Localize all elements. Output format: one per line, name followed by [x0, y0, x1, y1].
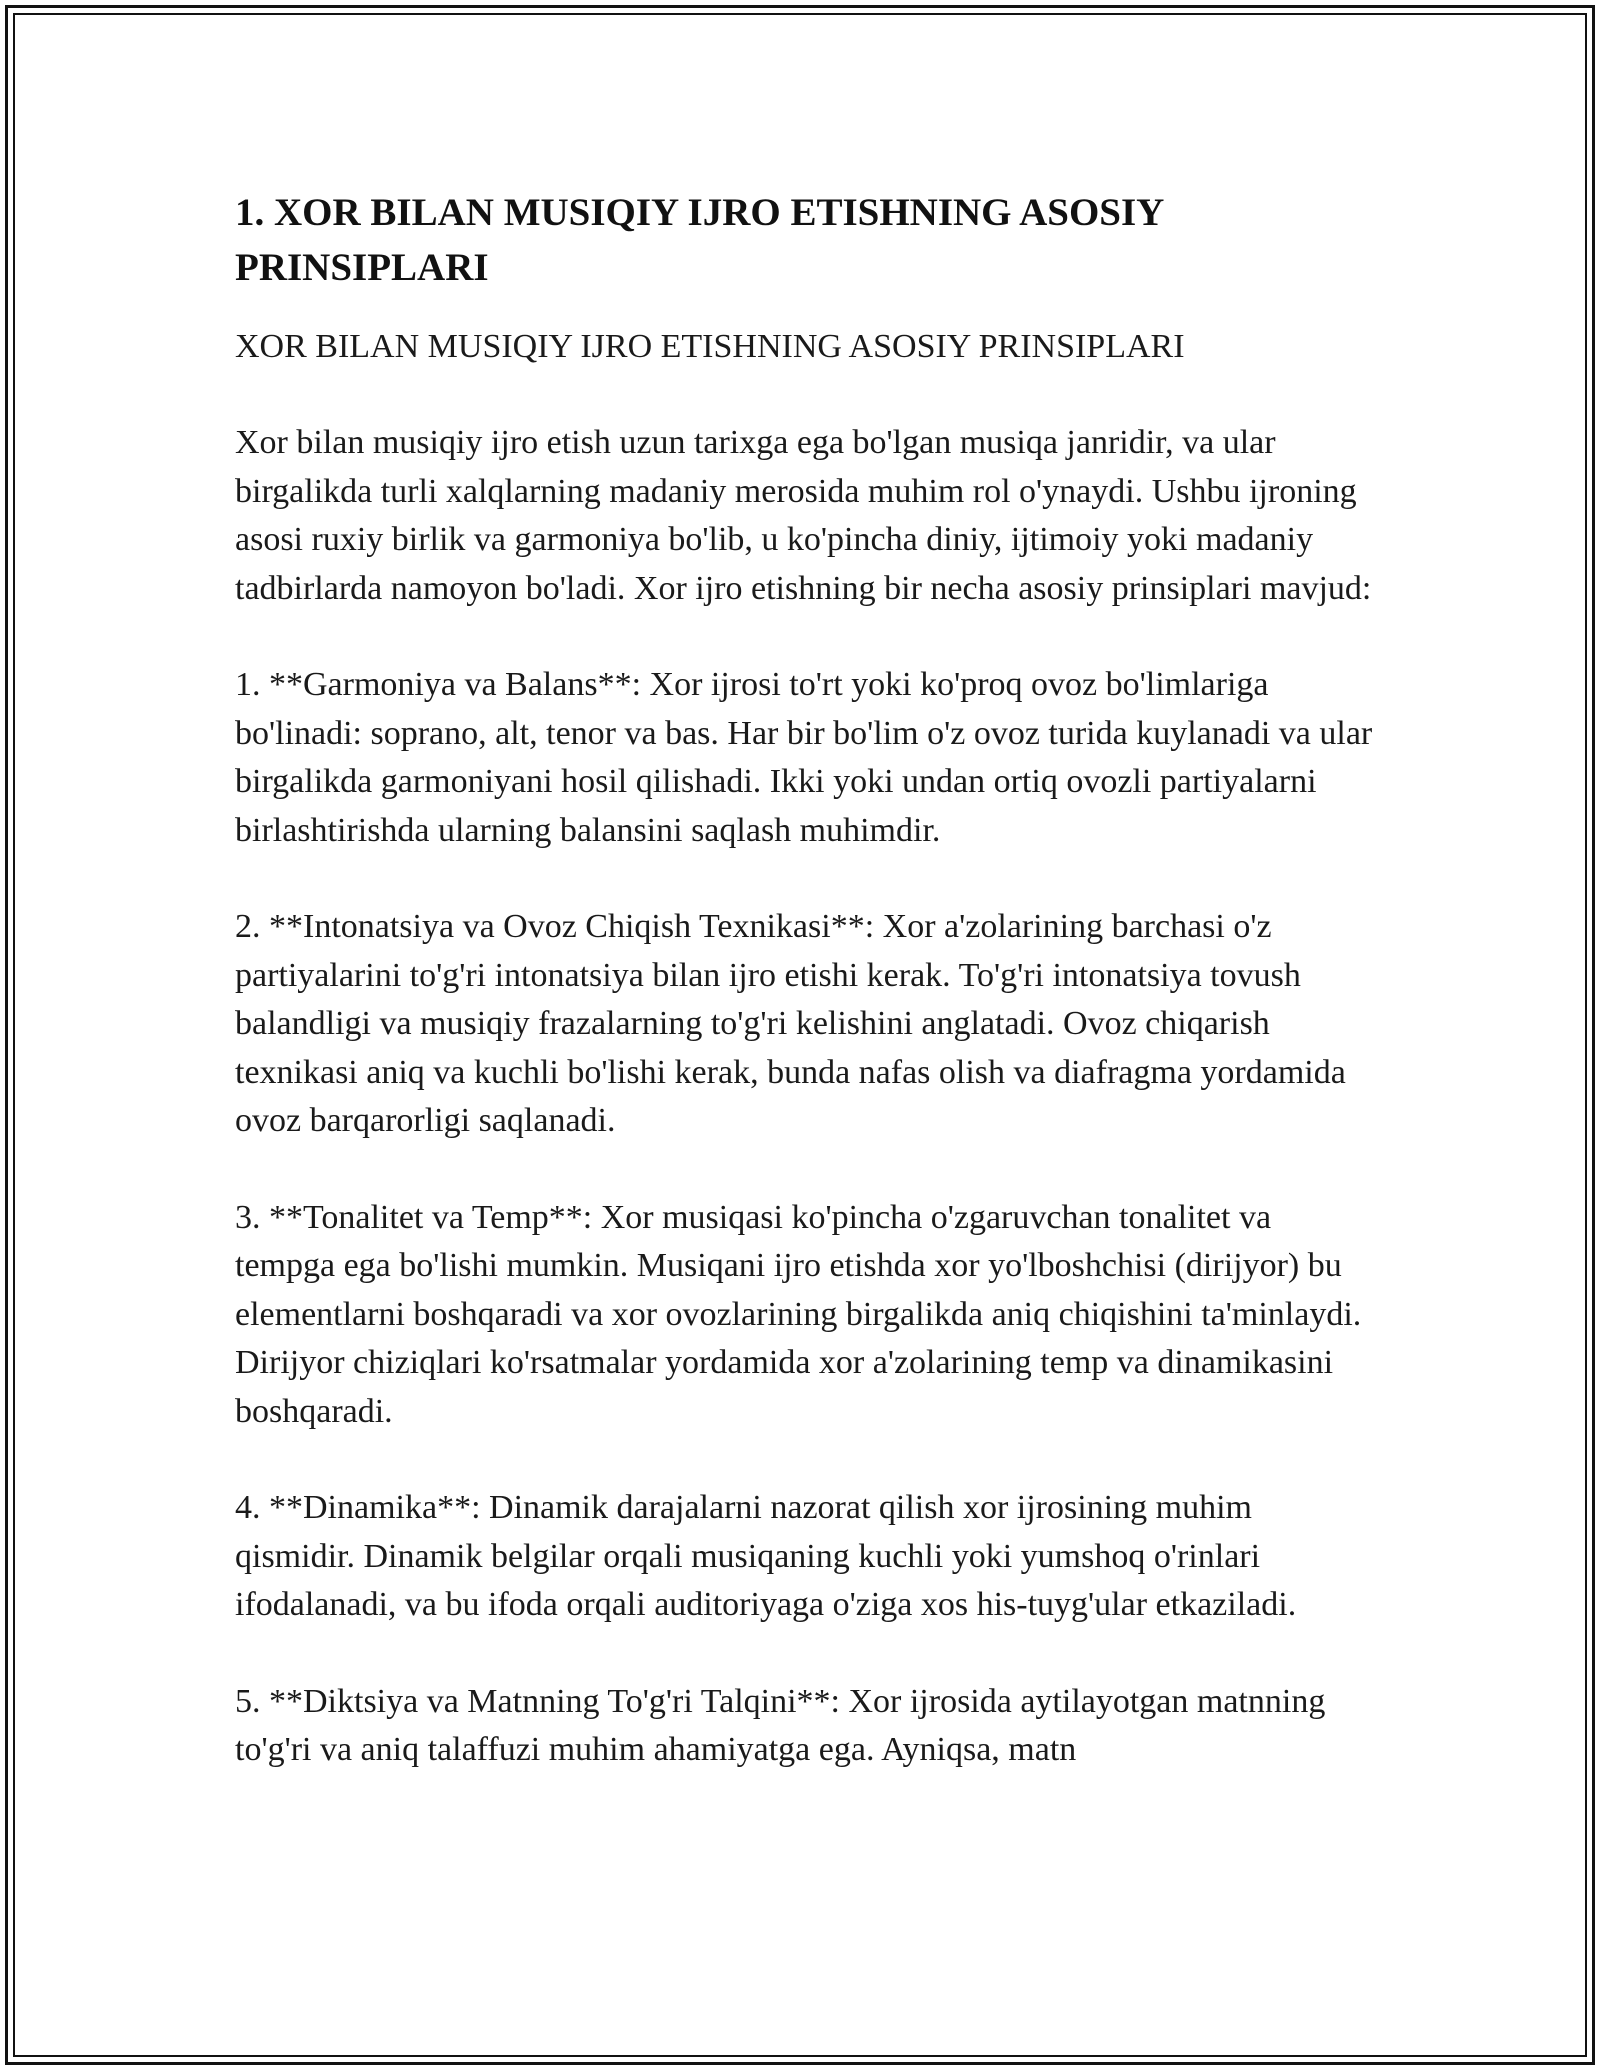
principle-item-4: 4. **Dinamika**: Dinamik darajalarni nazorat qilish xor ijrosining muhim qismidir. Dinamik belgilar orqali musiqaning kuchli yoki yumshoq o'rinlari ifodalanadi, va bu ifoda orqali auditoriyaga o'ziga xos his-tuyg'ular etkaziladi.	[235, 1489, 1297, 1623]
section-heading: 1. XOR BILAN MUSIQIY IJRO ETISHNING ASOSIY PRINSIPLARI	[235, 191, 1163, 289]
principle-item-3: 3. **Tonalitet va Temp**: Xor musiqasi ko'pincha o'zgaruvchan tonalitet va tempga ega bo'lishi mumkin. Musiqani ijro etishda xor yo'lboshchisi (dirijyor) bu elementlarni boshqaradi va xor ovozlarining birgalikda aniq chiqishini ta'minlaydi. Dirijyor chiziqlari ko'rsatmalar yordamida xor a'zolarining temp va dinamikasini boshqaradi.	[235, 1198, 1362, 1430]
intro-paragraph: Xor bilan musiqiy ijro etish uzun tarixga ega bo'lgan musiqa janridir, va ular birgalikda turli xalqlarning madaniy merosida muhim rol o'ynaydi. Ushbu ijroning asosi ruxiy birlik va garmoniya bo'lib, u ko'pincha diniy, ijtimoiy yoki madaniy tadbirlarda namoyon bo'ladi. Xor ijro etishning bir necha asosiy prinsiplari mavjud:	[235, 424, 1372, 607]
principle-item-1: 1. **Garmoniya va Balans**: Xor ijrosi to'rt yoki ko'proq ovoz bo'limlariga bo'linadi: soprano, alt, tenor va bas. Har bir bo'lim o'z ovoz turida kuylanadi va ular birgalikda garmoniyani hosil qilishadi. Ikki yoki undan ortiq ovozli partiyalarni birlashtirishda ularning balansini saqlash muhimdir.	[235, 666, 1373, 849]
document-body	[235, 185, 1375, 1823]
principle-item-2: 2. **Intonatsiya va Ovoz Chiqish Texnikasi**: Xor a'zolarining barchasi o'z partiyalarini to'g'ri intonatsiya bilan ijro etishi kerak. To'g'ri intonatsiya tovush balandligi va musiqiy frazalarning to'g'ri kelishini anglatadi. Ovoz chiqarish texnikasi aniq va kuchli bo'lishi kerak, bunda nafas olish va diafragma yordamida ovoz barqarorligi saqlanadi.	[235, 908, 1346, 1139]
principle-item-5: 5. **Diktsiya va Matnning To'g'ri Talqini**: Xor ijrosida aytilayotgan matnning to'g'ri va aniq talaffuzi muhim ahamiyatga ega. Ayniqsa, matn	[235, 1682, 1326, 1768]
section-subheading: XOR BILAN MUSIQIY IJRO ETISHNING ASOSIY PRINSIPLARI	[235, 328, 1185, 365]
